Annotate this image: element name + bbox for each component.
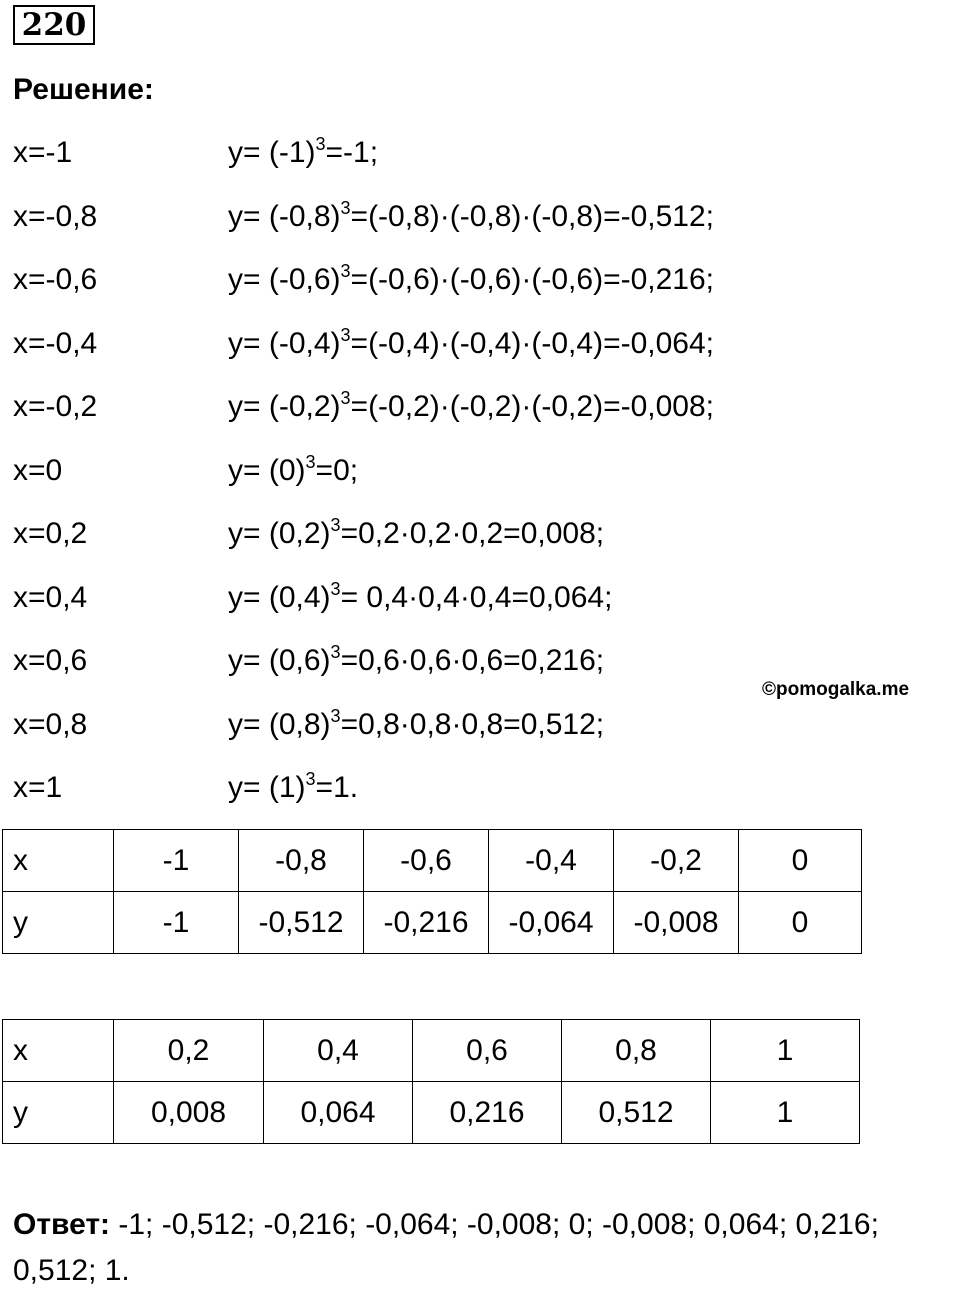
table-cell: -0,8 xyxy=(239,830,364,892)
exponent: 3 xyxy=(330,705,341,726)
y-expression-base: y= (0,6) xyxy=(228,644,331,677)
table-header-x: x xyxy=(3,1020,114,1082)
y-expression-base: y= (0,2) xyxy=(228,517,331,550)
table-cell: 0,2 xyxy=(114,1020,264,1082)
x-value: x=-1 xyxy=(13,136,73,169)
table-row-y xyxy=(3,1082,860,1144)
exponent: 3 xyxy=(305,769,316,789)
y-expression xyxy=(228,639,604,683)
answer xyxy=(13,1202,958,1294)
exponent: 3 xyxy=(305,451,316,472)
y-expression-result: =0; xyxy=(315,453,359,487)
table-cell: -0,216 xyxy=(364,892,489,954)
values-table-2 xyxy=(2,1019,860,1144)
exponent: 3 xyxy=(330,515,341,535)
exponent: 3 xyxy=(340,261,351,281)
table-cell: -0,6 xyxy=(364,830,489,892)
y-expression-result: = 0,4·0,4·0,4=0,064; xyxy=(340,580,613,614)
y-expression-result: =0,2·0,2·0,2=0,008; xyxy=(340,517,605,550)
table-cell: 0,216 xyxy=(413,1082,562,1144)
y-expression xyxy=(228,385,714,429)
x-value: x=0 xyxy=(13,453,63,487)
table-cell: 0,8 xyxy=(562,1020,711,1082)
y-expression xyxy=(228,258,714,302)
answer-label: Ответ: xyxy=(13,1208,111,1241)
solution-heading: Решение: xyxy=(13,73,154,106)
x-value: x=1 xyxy=(13,771,63,804)
table-cell: 1 xyxy=(711,1082,860,1144)
x-value: x=-0,8 xyxy=(13,199,98,233)
values-table-1 xyxy=(2,829,862,954)
table-cell: 1 xyxy=(711,1020,860,1082)
table-header-x: x xyxy=(3,830,114,892)
problem-number: 220 xyxy=(13,5,95,45)
answer-text: -1; -0,512; -0,216; -0,064; -0,008; 0; -0,008; 0,064; 0,216; 0,512; 1. xyxy=(13,1208,879,1287)
table-header-y: y xyxy=(3,1082,114,1144)
table-cell: 0,6 xyxy=(413,1020,562,1082)
table-cell: -0,008 xyxy=(614,892,739,954)
y-expression xyxy=(228,322,714,366)
x-value: x=-0,4 xyxy=(13,326,98,360)
y-expression-base: y= (0) xyxy=(228,453,306,487)
x-value: x=-0,2 xyxy=(13,390,98,423)
y-expression-result: =0,6·0,6·0,6=0,216; xyxy=(340,644,605,677)
watermark: ©pomogalka.me xyxy=(762,679,910,700)
y-expression-result: =0,8·0,8·0,8=0,512; xyxy=(340,707,605,741)
y-expression-result: =1. xyxy=(315,771,359,804)
exponent: 3 xyxy=(340,197,351,218)
table-cell: -0,512 xyxy=(239,892,364,954)
x-value: x=0,8 xyxy=(13,707,88,741)
y-expression-base: y= (0,8) xyxy=(228,707,331,741)
y-expression-result: =(-0,4)·(-0,4)·(-0,4)=-0,064; xyxy=(350,326,714,360)
table-row-x xyxy=(3,830,862,892)
exponent: 3 xyxy=(330,578,341,599)
table-row-x xyxy=(3,1020,860,1082)
table-cell: -1 xyxy=(114,830,239,892)
y-expression-base: y= (-1) xyxy=(228,136,316,169)
exponent: 3 xyxy=(340,324,351,345)
table-cell: -0,064 xyxy=(489,892,614,954)
exponent: 3 xyxy=(340,388,351,408)
y-expression xyxy=(228,512,604,556)
x-value: x=0,2 xyxy=(13,517,88,550)
y-expression-result: =(-0,8)·(-0,8)·(-0,8)=-0,512; xyxy=(350,199,714,233)
y-expression xyxy=(228,131,378,175)
y-expression-result: =(-0,6)·(-0,6)·(-0,6)=-0,216; xyxy=(350,263,714,296)
y-expression-base: y= (-0,8) xyxy=(228,199,341,233)
table-cell: -0,2 xyxy=(614,830,739,892)
y-expression-base: y= (0,4) xyxy=(228,580,331,614)
y-expression xyxy=(228,576,612,620)
table-cell: 0 xyxy=(739,830,862,892)
y-expression-result: =(-0,2)·(-0,2)·(-0,2)=-0,008; xyxy=(350,390,714,423)
y-expression-base: y= (1) xyxy=(228,771,306,804)
table-cell: 0 xyxy=(739,892,862,954)
x-value: x=0,4 xyxy=(13,580,88,614)
table-cell: -0,4 xyxy=(489,830,614,892)
table-cell: -1 xyxy=(114,892,239,954)
x-value: x=-0,6 xyxy=(13,263,98,296)
table-row-y xyxy=(3,892,862,954)
y-expression xyxy=(228,703,604,747)
y-expression xyxy=(228,195,714,239)
table-cell: 0,008 xyxy=(114,1082,264,1144)
y-expression xyxy=(228,766,358,810)
y-expression-base: y= (-0,2) xyxy=(228,390,341,423)
y-expression xyxy=(228,449,358,493)
y-expression-base: y= (-0,4) xyxy=(228,326,341,360)
table-cell: 0,4 xyxy=(264,1020,413,1082)
table-cell: 0,512 xyxy=(562,1082,711,1144)
exponent: 3 xyxy=(330,642,341,662)
y-expression-base: y= (-0,6) xyxy=(228,263,341,296)
x-value: x=0,6 xyxy=(13,644,88,677)
y-expression-result: =-1; xyxy=(325,136,379,169)
table-header-y: y xyxy=(3,892,114,954)
table-cell: 0,064 xyxy=(264,1082,413,1144)
exponent: 3 xyxy=(315,134,326,154)
